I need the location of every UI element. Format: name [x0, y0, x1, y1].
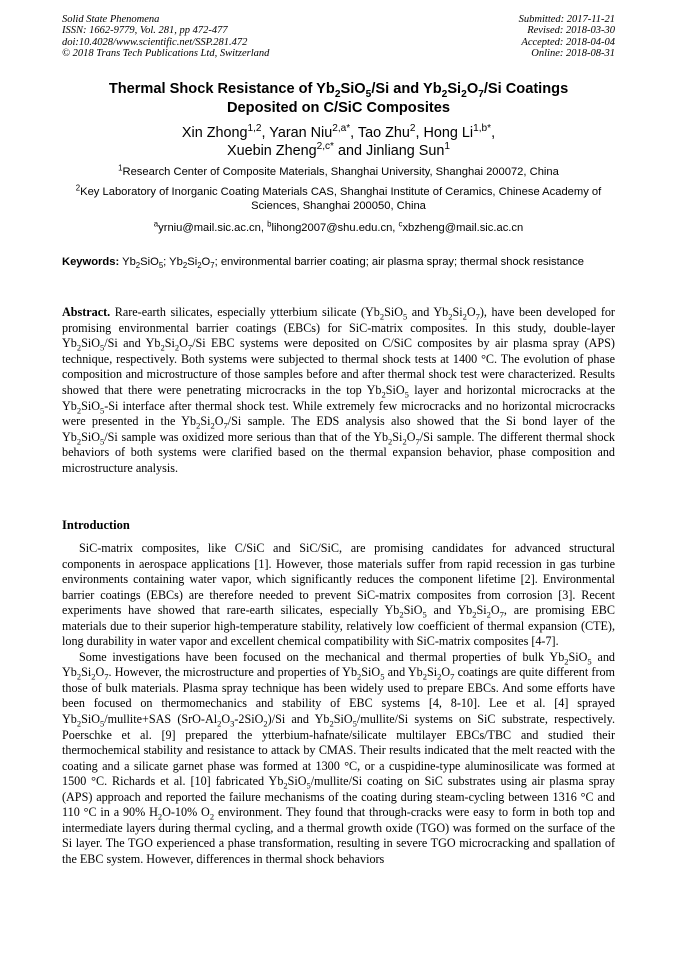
author-name: Yaran Niu	[269, 125, 333, 141]
author-sup: 1,b*	[473, 123, 492, 135]
email-link[interactable]: yrniu@mail.sic.ac.cn,	[158, 222, 268, 234]
email-sup: b	[267, 219, 272, 229]
doi: doi:10.4028/www.scientific.net/SSP.281.472	[62, 36, 248, 48]
abstract-label: Abstract.	[62, 305, 111, 319]
author-sup: 2	[409, 123, 416, 135]
paragraph: Some investigations have been focused on the mechanical and thermal properties of bulk $Yb_2SiO_5$ and $Yb_2Si_2O_7$. However, the microstructure and properties of $Yb_2SiO_5$ and $Yb_2Si_2O_7$ coatings are quite different from those of bulk materials. Plasma spray technique has been widely used to prepare EBCs. And some efforts have been focused on thermomechanics and stability of EBC systems [4, 8-10]. Lee et al. [4] sprayed $Yb_2SiO_5/mullite+SAS$ $(SrO-Al_2O_3-2SiO_2)/Si$ and $Yb_2SiO_5/mullite/Si$ systems on SiC substrate, respectively. Poerschke et al. [9] prepared the ytterbium-hafnate/silicate multilayer EBCs/TBC and studied their thermochemical stability and resistance to attack by CMAS. Their results indicated that the melt reacted with the coating and a silicate garnet phase was formed at 1300 °C, or a cuspidine-type aluminosilicate was formed at 1500 °C. Richards et al. [10] fabricated $Yb_2SiO_5/mullite/Si$ coating on SiC substrates using air plasma spray (APS) approach and reported the failure mechanisms of the coating during steam-cycling between 1316 °C and 110 °C in a 90% $H_2O-10\%$ $O_2$ environment. They found that through-cracks were easy to form in both top and intermediate layers during thermal cycling, and a thermal growth oxide (TGO) was formed on the surface of the Si layer. The TGO experienced a phase transformation, resulting in severe TGO microcracking and spallation of the EBC system. However, differences in thermal shock behaviors	[62, 649, 615, 866]
author-name: Xin Zhong	[181, 125, 248, 141]
title-sub: 2	[461, 88, 467, 100]
title-text: /Si and Yb	[371, 81, 442, 97]
title-sub: 2	[441, 88, 448, 100]
email-list	[62, 221, 615, 235]
affil-sup: 1	[118, 163, 123, 173]
email-sup: c	[398, 219, 403, 229]
author-sup: 2,c*	[316, 141, 334, 153]
title-text: Thermal Shock Resistance of Yb	[108, 81, 335, 97]
abstract	[62, 305, 615, 477]
email-link[interactable]: lihong2007@shu.edu.cn,	[271, 222, 399, 234]
title-sub: 2	[334, 88, 341, 100]
author-sup: 1	[444, 141, 451, 153]
title-text: /Si Coatings	[483, 81, 569, 97]
affil-sup: 2	[75, 183, 81, 193]
author-name: Jinliang Sun	[366, 143, 445, 159]
paper-title	[62, 80, 615, 118]
journal-name: Solid State Phenomena	[62, 14, 160, 25]
copyright: © 2018 Trans Tech Publications Ltd, Switzerland	[62, 48, 270, 60]
affil-text: Key Laboratory of Inorganic Coating Materials CAS, Shanghai Institute of Ceramics, Chinese Academy of Sciences, Shanghai 200050, China	[80, 186, 602, 212]
title-text: SiO	[340, 81, 366, 97]
revised-date: Revised: 2018-03-30	[527, 25, 615, 37]
journal-info	[62, 14, 269, 60]
abstract-text: Rare-earth silicates, especially ytterbium silicate ($Yb_2SiO_5$ and $Yb_2Si_2O_7$), have been developed for promising environmental barrier coatings (EBCs) for SiC-matrix composites. In this study, double-layer $Yb_2SiO_5/Si$ and $Yb_2Si_2O_7/Si$ EBC systems were deposited on C/SiC composites by air plasma spray (APS) technique, respectively. Both systems were subjected to thermal shock tests at 1400 °C. The evolution of phase composition and microstructure of those samples before and after thermal shock test were characterized. Results showed that there were penetrating microcracks in the top $Yb_2SiO_5$ layer and horizontal microcracks at the $Yb_2SiO_5-Si$ interface after thermal shock test. While extremely few microcracks and no horizontal microcracks were presented in the $Yb_2Si_2O_7/Si$ sample. The EDS analysis also showed that the Si bond layer of the $Yb_2SiO_5/Si$ sample was oxidized more serious than that of the $Yb_2Si_2O_7/Si$ sample. The different thermal shock behaviors of both systems were clarified based on the thermal expansion behavior, phase composition and microstructure analysis.	[62, 305, 615, 475]
issn: ISSN: 1662-9779, Vol. 281, pp 472-477	[62, 25, 228, 37]
affil-text: Research Center of Composite Materials, Shanghai University, Shanghai 200072, China	[122, 166, 559, 178]
author-list: Xin Zhong$^{1,2}$, Yaran Niu$^{2,a*}$, Tao Zhu$^2$, Hong $Li^{1,b*}$, Xuebin Zheng$^{2,c*}$ and Jinliang Sun$^1$	[181, 123, 496, 159]
submitted-date: Submitted: 2017-11-21	[518, 14, 615, 25]
affiliation-2	[62, 185, 615, 213]
online-date: Online: 2018-08-31	[531, 48, 615, 60]
email-link[interactable]: xbzheng@mail.sic.ac.cn	[402, 222, 524, 234]
author-and: and	[337, 143, 362, 159]
title-text: Deposited on C/SiC Composites	[227, 100, 450, 116]
introduction-body	[62, 541, 615, 867]
title-text: Si	[447, 81, 462, 97]
dates-info	[519, 14, 615, 60]
section-heading: Introduction	[62, 518, 130, 532]
keywords-label: Keywords:	[62, 256, 120, 268]
author-name: Tao Zhu	[357, 125, 410, 141]
author-name: Hong Li	[423, 125, 474, 141]
keywords: Keywords: $Yb_2SiO_5$; $Yb_2Si_2O_7$; environmental barrier coating; air plasma spray; thermal shock resistance	[62, 256, 584, 271]
paragraph: SiC-matrix composites, like C/SiC and SiC/SiC, are promising candidates for advanced structural components in aerospace applications [1]. However, those materials suffer from rapid recession in gas turbine environments containing water vapor, which significantly reduces the component lifetime [2]. Environmental barrier coatings (EBCs) are therefore needed to prevent SiC-matrix composites from corrosion [3]. Recent experiments have showed that rare-earth silicates, especially $Yb_2SiO_5$ and $Yb_2Si_2O_7$, are promising EBC materials due to their superior high-temperature stability, relatively low coefficient of thermal expansion (CTE), long durability in water vapor and excellent chemical compatibility with SiC-matrix composites [4-7].	[62, 541, 615, 649]
keywords-text: environmental barrier coating; air plasma spray; thermal shock resistance	[220, 256, 584, 268]
email-sup: a	[153, 219, 159, 229]
title-sub: 7	[478, 88, 484, 100]
title-text: O	[466, 81, 479, 97]
author-name: Xuebin Zheng	[226, 143, 317, 159]
title-sub: 5	[365, 88, 372, 100]
accepted-date: Accepted: 2018-04-04	[521, 36, 615, 48]
affiliation-1	[62, 165, 615, 179]
author-sup: 2,a*	[332, 123, 351, 135]
author-sup: 1,2	[247, 123, 262, 135]
